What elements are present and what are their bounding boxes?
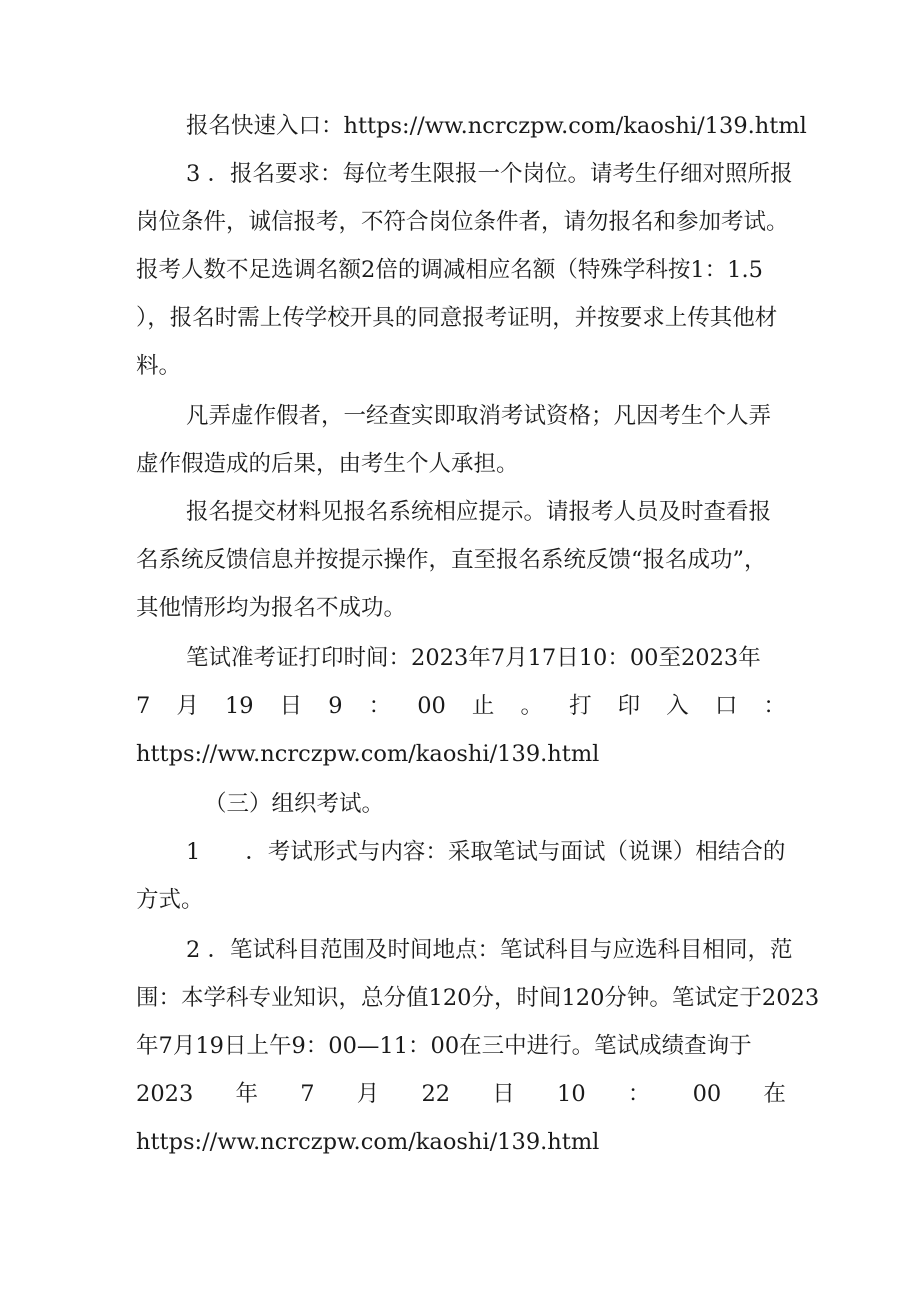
exam-form-line-1: 1 ．考试形式与内容：采取笔试与面试（说课）相结合的 bbox=[186, 839, 786, 865]
exam-form-line-2: 方式。 bbox=[136, 887, 204, 913]
admit-card-line-2 bbox=[136, 689, 786, 723]
score-query-line bbox=[136, 1077, 786, 1111]
score-token: 10 bbox=[557, 1081, 586, 1107]
admit-token: 00 bbox=[417, 693, 446, 719]
requirement-line-3: 报考人数不足选调名额2倍的调减相应名额（特殊学科按1：1.5 bbox=[136, 257, 763, 283]
submit-line-2: 名系统反馈信息并按提示操作，直至报名系统反馈“报名成功”， bbox=[136, 547, 767, 573]
score-token: 7 bbox=[300, 1081, 315, 1107]
admit-token: 19 bbox=[224, 693, 254, 719]
fraud-line-1: 凡弄虚作假者，一经查实即取消考试资格；凡因考生个人弄 bbox=[186, 403, 772, 429]
admit-token: ： bbox=[763, 693, 786, 719]
admit-token: 打 bbox=[569, 693, 592, 719]
requirement-line-1: 3 ．报名要求：每位考生限报一个岗位。请考生仔细对照所报 bbox=[186, 161, 793, 187]
entry-link-line[interactable]: 报名快速入口：https://ww.ncrczpw.com/kaoshi/139.html bbox=[186, 113, 807, 139]
score-token: ： bbox=[627, 1081, 651, 1107]
submit-line-3: 其他情形均为报名不成功。 bbox=[136, 595, 407, 621]
admit-token: 口 bbox=[714, 693, 738, 719]
submit-line-1: 报名提交材料见报名系统相应提示。请报考人员及时查看报 bbox=[186, 499, 772, 525]
score-token: 日 bbox=[492, 1081, 515, 1107]
requirement-line-2: 岗位条件，诚信报考，不符合岗位条件者，请勿报名和参加考试。 bbox=[136, 209, 789, 235]
admit-token: 入 bbox=[666, 693, 689, 719]
section-heading: （三）组织考试。 bbox=[204, 791, 385, 817]
admit-token: 7 bbox=[136, 693, 151, 719]
score-token: 00 bbox=[692, 1081, 722, 1107]
admit-token: 。 bbox=[520, 693, 544, 719]
fraud-line-2: 虚作假造成的后果，由考生个人承担。 bbox=[136, 451, 519, 477]
admit-token: 止 bbox=[471, 693, 495, 719]
admit-token: 9 bbox=[328, 693, 343, 719]
requirement-line-5: 料。 bbox=[136, 353, 182, 379]
admit-token: 印 bbox=[617, 693, 641, 719]
requirement-line-4: ），报名时需上传学校开具的同意报考证明，并按要求上传其他材 bbox=[136, 305, 778, 331]
score-token: 月 bbox=[356, 1081, 380, 1107]
score-token: 年 bbox=[235, 1081, 258, 1107]
score-token: 在 bbox=[763, 1081, 786, 1107]
admit-card-link[interactable]: https://ww.ncrczpw.com/kaoshi/139.html bbox=[136, 741, 600, 767]
admit-token: 日 bbox=[279, 693, 303, 719]
exam-scope-line-1: 2 ．笔试科目范围及时间地点：笔试科目与应选科目相同，范 bbox=[186, 937, 793, 963]
score-query-link[interactable]: https://ww.ncrczpw.com/kaoshi/139.html bbox=[136, 1129, 600, 1155]
admit-token: ： bbox=[368, 693, 392, 719]
admit-card-line-1: 笔试准考证打印时间：2023年7月17日10：00至2023年 bbox=[186, 645, 761, 671]
admit-token: 月 bbox=[176, 693, 199, 719]
exam-scope-line-2: 围：本学科专业知识，总分值120分，时间120分钟。笔试定于2023 bbox=[136, 985, 820, 1011]
exam-scope-line-3: 年7月19日上午9：00—11：00在三中进行。笔试成绩查询于 bbox=[136, 1033, 752, 1059]
score-token: 22 bbox=[421, 1081, 451, 1107]
score-token: 2023 bbox=[136, 1081, 194, 1107]
